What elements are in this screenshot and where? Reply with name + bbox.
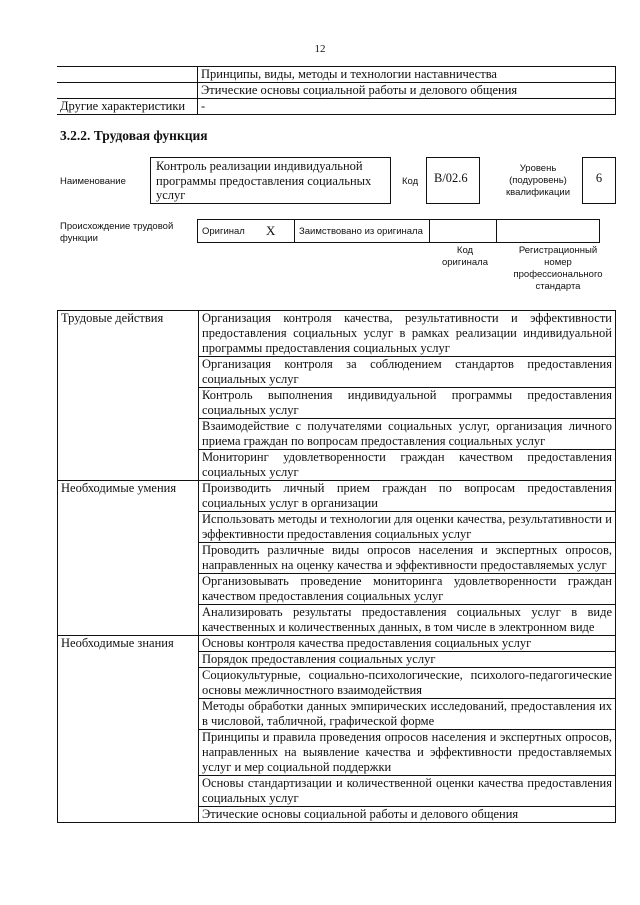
row-label xyxy=(57,83,198,99)
reg-number-label: Регистрационный номер профессионального стандарта xyxy=(513,245,603,292)
code-label: Код xyxy=(402,176,419,187)
level-value-box: 6 xyxy=(582,157,616,204)
section-title: 3.2.2. Трудовая функция xyxy=(60,128,208,143)
item-cell: Методы обработки данных эмпирических исследований, предоставления их в числовой, табличной, графической форме xyxy=(199,699,616,730)
original-mark-text: X xyxy=(266,223,276,238)
table-row xyxy=(198,220,600,243)
item-cell: Этические основы социальной работы и делового общения xyxy=(199,807,616,823)
table-row xyxy=(58,636,616,652)
name-label: Наименование xyxy=(60,176,126,187)
row-label xyxy=(57,67,198,83)
origin-label: Происхождение трудовой функции xyxy=(60,221,174,244)
level-label: Уровень (подуровень) квалификации xyxy=(505,163,571,198)
row-label: Другие характеристики xyxy=(57,99,198,115)
item-cell: Организовывать проведение мониторинга удовлетворенности граждан качеством предоставления социальных услуг xyxy=(199,574,616,605)
continuation-table xyxy=(57,66,616,115)
row-value: Этические основы социальной работы и делового общения xyxy=(198,83,616,99)
page-number: 12 xyxy=(314,43,326,55)
table-row xyxy=(57,83,616,99)
reg-number-cell xyxy=(497,220,600,243)
original-mark xyxy=(262,220,295,243)
item-cell: Организация контроля качества, результативности и эффективности предоставления социальных услуг в рамках реализации индивидуальной программы предоставления социальных услуг xyxy=(199,311,616,357)
item-cell: Организация контроля за соблюдением стандартов предоставления социальных услуг xyxy=(199,357,616,388)
item-cell: Контроль выполнения индивидуальной программы предоставления социальных услуг xyxy=(199,388,616,419)
item-cell: Мониторинг удовлетворенности граждан качеством предоставления социальных услуг xyxy=(199,450,616,481)
labor-function-table xyxy=(57,310,616,823)
row-value: - xyxy=(198,99,616,115)
table-row xyxy=(57,67,616,83)
code-original-cell xyxy=(430,220,497,243)
item-cell: Использовать методы и технологии для оценки качества, результативности и эффективности предоставления социальных услуг xyxy=(199,512,616,543)
category-cell: Необходимые знания xyxy=(58,636,199,823)
code-original-label: Код оригинала xyxy=(441,245,488,268)
table-row xyxy=(58,481,616,512)
table-row xyxy=(57,99,616,115)
item-cell: Проводить различные виды опросов населения и экспертных опросов, направленных на оценку качества и эффективности предоставляемых услуг xyxy=(199,543,616,574)
item-cell: Анализировать результаты предоставления социальных услуг в виде качественных и количественных данных, в том числе в электронном виде xyxy=(199,605,616,636)
item-cell: Основы стандартизации и количественной оценки качества предоставления социальных услуг xyxy=(199,776,616,807)
category-cell: Необходимые умения xyxy=(58,481,199,636)
row-value: Принципы, виды, методы и технологии наставничества xyxy=(198,67,616,83)
category-cell: Трудовые действия xyxy=(58,311,199,481)
item-cell: Основы контроля качества предоставления социальных услуг xyxy=(199,636,616,652)
item-cell: Взаимодействие с получателями социальных услуг, организация личного приема граждан по вопросам предоставления социальных услуг xyxy=(199,419,616,450)
item-cell: Производить личный прием граждан по вопросам предоставления социальных услуг в организации xyxy=(199,481,616,512)
function-name-box: Контроль реализации индивидуальной программы предоставления социальных услуг xyxy=(150,157,391,204)
item-cell: Порядок предоставления социальных услуг xyxy=(199,652,616,668)
item-cell: Принципы и правила проведения опросов населения и экспертных опросов, направленных на выявление качества и эффективности предоставляемых услуг и мер социальной поддержки xyxy=(199,730,616,776)
original-label: Оригинал xyxy=(198,220,263,243)
origin-table xyxy=(197,219,600,243)
borrowed-label: Заимствовано из оригинала xyxy=(295,220,430,243)
table-row xyxy=(58,311,616,357)
item-cell: Социокультурные, социально-психологические, психолого-педагогические основы межличностного взаимодействия xyxy=(199,668,616,699)
function-code-box: В/02.6 xyxy=(426,157,480,204)
